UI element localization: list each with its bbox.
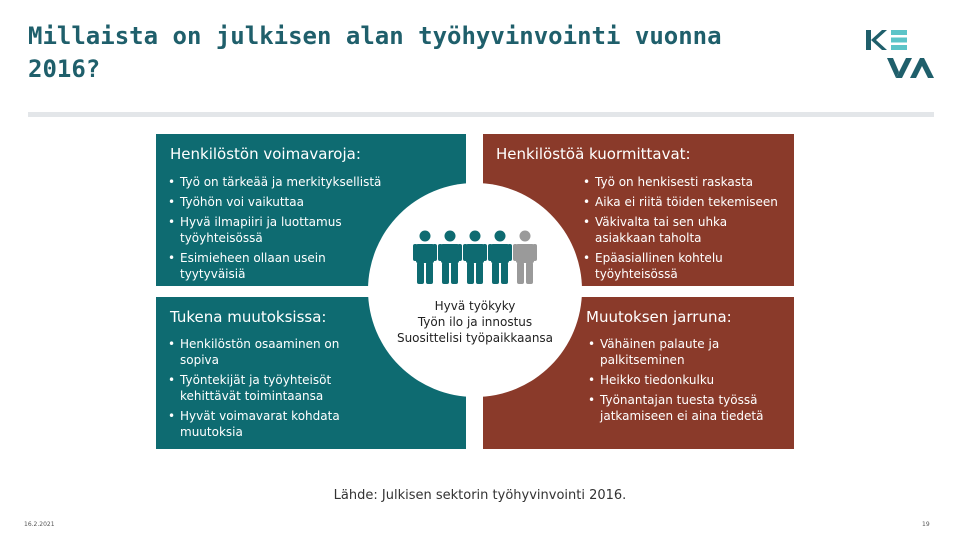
footer-date: 16.2.2021 bbox=[24, 521, 55, 528]
people-icons bbox=[413, 230, 539, 286]
slide-title: Millaista on julkisen alan työhyvinvointi vuonna 2016? bbox=[28, 22, 722, 83]
center-line: Hyvä työkyky bbox=[434, 299, 516, 313]
list-item: • Heikko tiedonkulku bbox=[588, 372, 783, 388]
center-circle bbox=[368, 183, 582, 397]
person-icon bbox=[413, 231, 437, 285]
list-item: • Esimieheen ollaan usein tyytyväisiä bbox=[168, 250, 383, 282]
person-icon bbox=[488, 231, 512, 285]
list-item: • Hyvä ilmapiiri ja luottamus työyhteisössä bbox=[168, 214, 383, 246]
list-item: • Työntekijät ja työyhteisöt kehittävät toimintaansa bbox=[168, 372, 373, 404]
quadrant-title: Tukena muutoksissa: bbox=[170, 308, 327, 326]
list-item: • Henkilöstön osaaminen on sopiva bbox=[168, 336, 373, 368]
page-number: 19 bbox=[922, 521, 930, 528]
list-item: • Aika ei riitä töiden tekemiseen bbox=[583, 194, 788, 210]
list-item: • Hyvät voimavarat kohdata muutoksia bbox=[168, 408, 373, 440]
list-item: • Väkivalta tai sen uhka asiakkaan taholta bbox=[583, 214, 788, 246]
quadrant-title: Henkilöstöä kuormittavat: bbox=[496, 145, 691, 163]
list-item: • Työhön voi vaikuttaa bbox=[168, 194, 383, 210]
center-line: Suosittelisi työpaikkaansa bbox=[396, 331, 554, 345]
title-divider bbox=[28, 112, 934, 117]
person-icon bbox=[513, 231, 537, 285]
person-icon bbox=[463, 231, 487, 285]
center-line: Työn ilo ja innostus bbox=[417, 315, 533, 329]
list-item: • Työ on henkisesti raskasta bbox=[583, 174, 788, 190]
list-item: • Epäasiallinen kohtelu työyhteisössä bbox=[583, 250, 788, 282]
quadrant-title: Henkilöstön voimavaroja: bbox=[170, 145, 361, 163]
source-note: Lähde: Julkisen sektorin työhyvinvointi 2016. bbox=[333, 488, 627, 503]
quadrant-title: Muutoksen jarruna: bbox=[586, 308, 732, 326]
person-icon bbox=[438, 231, 462, 285]
list-item: • Vähäinen palaute ja palkitseminen bbox=[588, 336, 783, 368]
list-item: • Työnantajan tuesta työssä jatkamiseen ei aina tiedetä bbox=[588, 392, 783, 424]
list-item: • Työ on tärkeää ja merkityksellistä bbox=[168, 174, 383, 190]
center-text bbox=[368, 298, 582, 346]
keva-logo bbox=[862, 24, 936, 82]
